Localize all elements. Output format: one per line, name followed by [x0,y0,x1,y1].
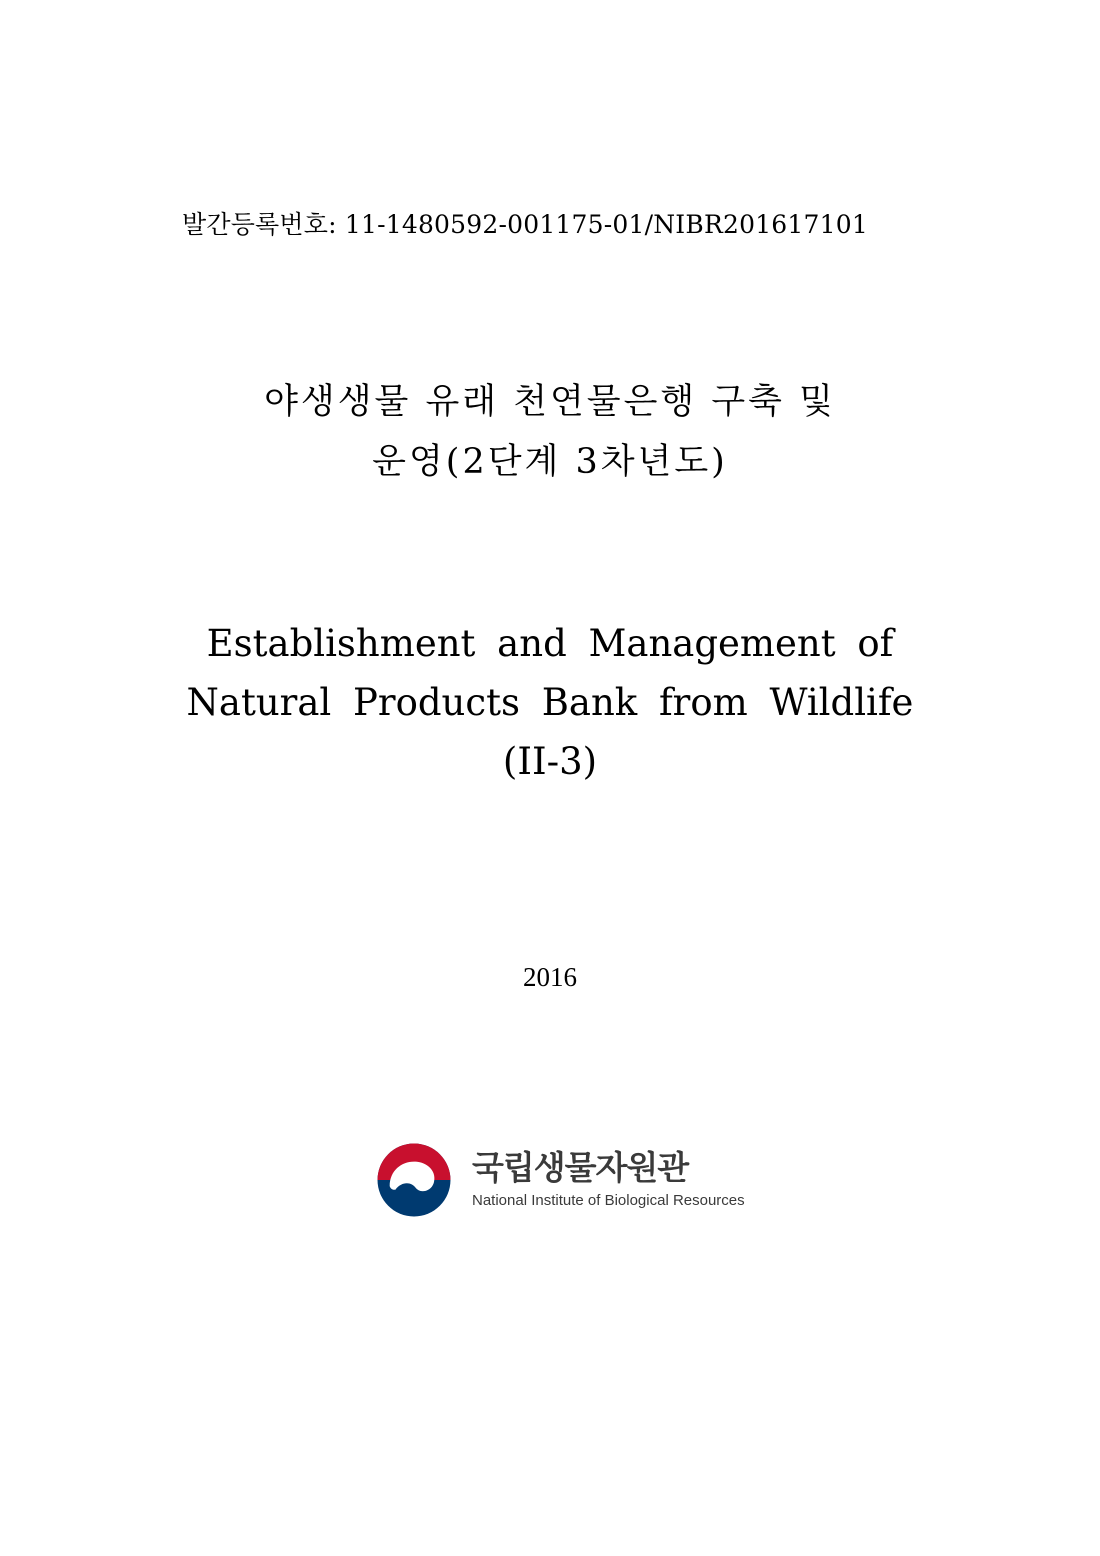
english-title-line-1: Establishment and Management of [206,622,894,665]
english-title-line-3: (II-3) [502,740,598,783]
publication-year: 2016 [523,962,577,992]
institute-logo [376,1140,745,1220]
english-title [0,614,1100,791]
institute-name-english: National Institute of Biological Resources [472,1192,745,1209]
korean-title-line-1: 야생생물 유래 천연물은행 구축 및 [264,382,836,422]
publication-registration-number: 발간등록번호: 11-1480592-001175-01/NIBR201617101 [182,210,868,239]
taegeuk-emblem-icon [376,1142,452,1218]
institute-name [472,1149,745,1211]
korean-title [0,372,1100,492]
english-title-line-2: Natural Products Bank from Wildlife [186,681,914,724]
institute-name-korean: 국립생물자원관 [472,1148,689,1187]
korean-title-line-2: 운영(2단계 3차년도) [372,442,728,482]
